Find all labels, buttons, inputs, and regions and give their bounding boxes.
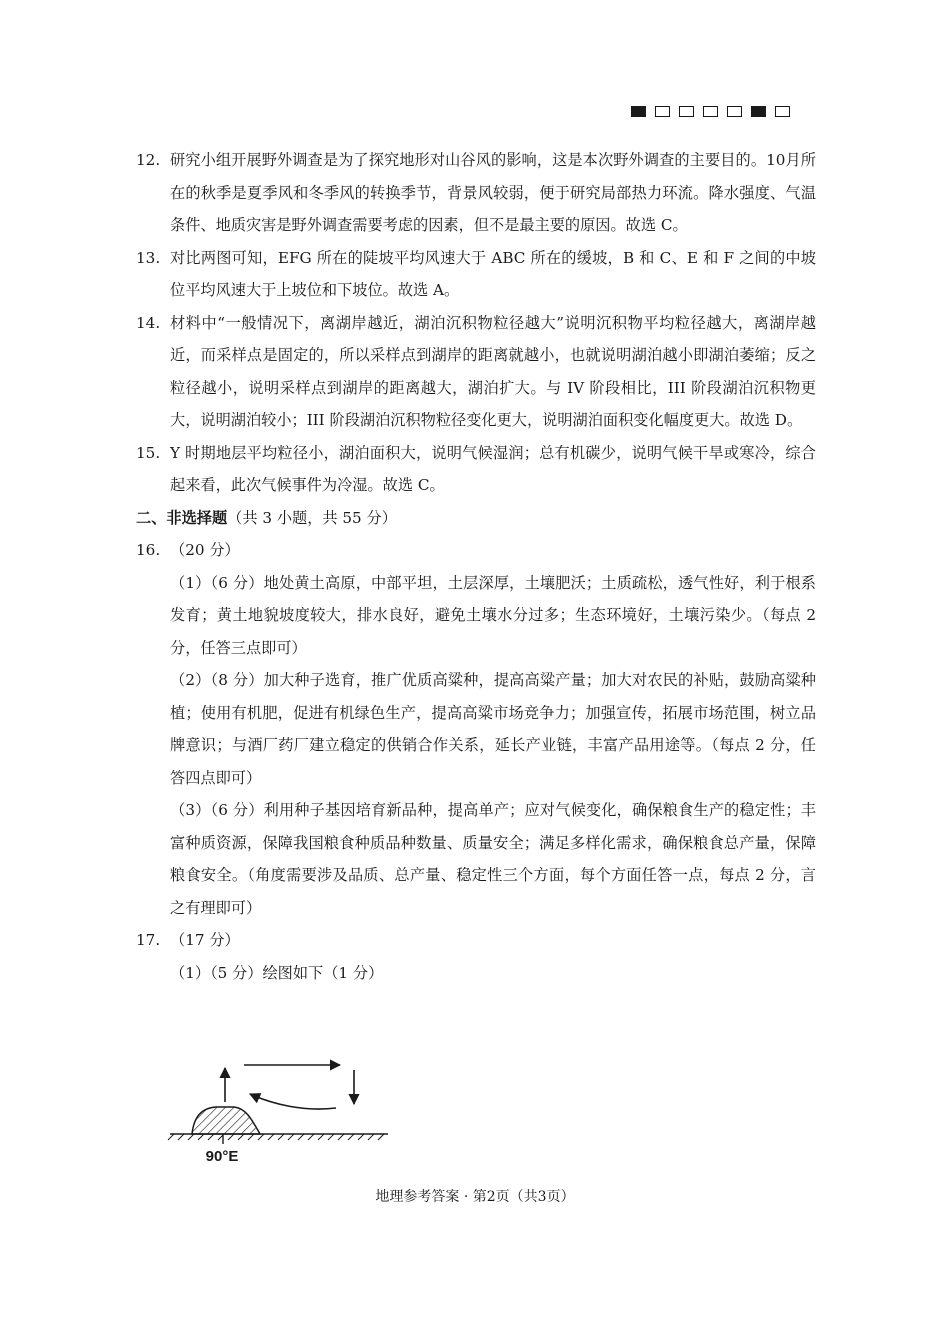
circulation-diagram xyxy=(164,1058,394,1168)
page-marker-6 xyxy=(751,106,766,117)
q17-part-1: （1）（5 分）绘图如下（1 分） xyxy=(170,963,384,982)
page-footer: 地理参考答案 · 第2页（共3页） xyxy=(375,1189,575,1205)
item-number: 15. xyxy=(136,443,161,462)
answer-item-12 xyxy=(136,144,816,242)
answer-item-14 xyxy=(136,307,816,437)
answer-content xyxy=(136,144,816,989)
page-position-markers xyxy=(631,106,790,117)
page-marker-1 xyxy=(631,106,646,117)
question-17-header xyxy=(136,924,816,957)
answer-item-13 xyxy=(136,242,816,307)
item-text: 研究小组开展野外调查是为了探究地形对山谷风的影响，这是本次野外调查的主要目的。10月所在的秋季是夏季风和冬季风的转换季节，背景风较弱，便于研究局部热力环流。降水强度、气温条件、地质灾害是野外调查需要考虑的因素，但不是最主要的原因。故选 C。 xyxy=(170,151,816,234)
item-number: 13. xyxy=(136,248,161,267)
question-score: （20 分） xyxy=(170,541,240,559)
item-number: 12. xyxy=(136,151,161,169)
page-marker-2 xyxy=(655,106,670,117)
question-16-header xyxy=(136,534,816,567)
section-title: 二、非选择题 xyxy=(136,508,228,527)
question-score: （17 分） xyxy=(170,931,240,949)
item-text: Y 时期地层平均粒径小，湖泊面积大，说明气候湿润；总有机碳少，说明气候干旱或寒冷，综合起来看，此次气候事件为冷湿。故选 C。 xyxy=(170,443,816,494)
q16-part-3: （3）（6 分）利用种子基因培育新品种，提高单产；应对气候变化，确保粮食生产的稳定性；丰富种质资源，保障我国粮食种质品种数量、质量安全；满足多样化需求，确保粮食总产量，保障粮食安全。（角度需要涉及品质、总产量、稳定性三个方面，每个方面任答一点，每点 2 分，言之有理即可） xyxy=(170,801,816,917)
q16-part-2: （2）（8 分）加大种子选育，推广优质高粱种，提高高粱产量；加大对农民的补贴，鼓励高粱种植；使用有机肥，促进有机绿色生产，提高高粱市场竞争力；加强宣传，拓展市场范围，树立品牌意识；与酒厂药厂建立稳定的供销合作关系，延长产业链，丰富产品用途等。（每点 2 分，任答四点即可） xyxy=(170,671,816,787)
item-number: 17. xyxy=(136,931,161,949)
ground-hatching xyxy=(168,1134,384,1140)
item-text: 材料中“一般情况下，离湖岸越近，湖泊沉积物粒径越大”说明沉积物平均粒径越大，离湖岸越近，而采样点是固定的，所以采样点到湖岸的距离就越小，也就说明湖泊越小即湖泊萎缩；反之粒径越小，说明采样点到湖岸的距离越大，湖泊扩大。与 IV 阶段相比，III 阶段湖泊沉积物更大，说明湖泊较小；III 阶段湖泊沉积物粒径变化更大，说明湖泊面积变化幅度更大。故选 D。 xyxy=(170,313,816,429)
circulation-diagram-svg xyxy=(164,1058,394,1168)
q16-part-1: （1）（6 分）地处黄土高原，中部平坦，土层深厚，土壤肥沃；土质疏松，透气性好，利于根系发育；黄土地貌坡度较大，排水良好，避免土壤水分过多；生态环境好，土壤污染少。（每点 2 分，任答三点即可） xyxy=(170,573,816,657)
page-marker-7 xyxy=(775,106,790,117)
longitude-label: 90°E xyxy=(205,1148,239,1165)
item-number: 16. xyxy=(136,541,161,559)
section-subtitle: （共 3 小题，共 55 分） xyxy=(227,508,397,527)
item-number: 14. xyxy=(136,313,161,332)
page-marker-5 xyxy=(727,106,742,117)
answer-item-15 xyxy=(136,437,816,502)
plateau-shape xyxy=(192,1107,260,1134)
surface-return-arrow xyxy=(250,1094,336,1109)
page-marker-4 xyxy=(703,106,718,117)
item-text: 对比两图可知，EFG 所在的陡坡平均风速大于 ABC 所在的缓坡，B 和 C、E 和 F 之间的中坡位平均风速大于上坡位和下坡位。故选 A。 xyxy=(170,248,816,299)
page-marker-3 xyxy=(679,106,694,117)
section-heading xyxy=(136,502,816,535)
